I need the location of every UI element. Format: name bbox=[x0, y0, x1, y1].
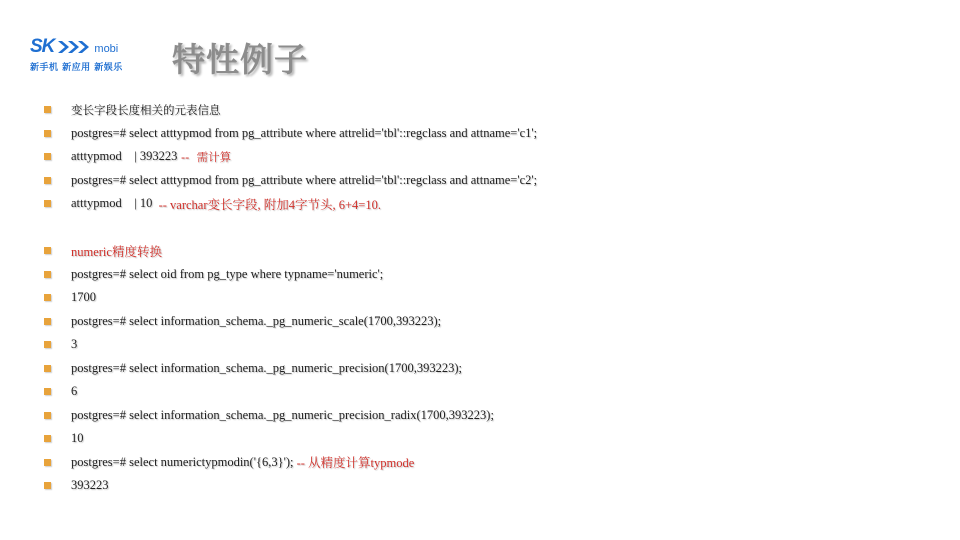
item-text: 393223 bbox=[71, 478, 109, 493]
bullet-icon bbox=[44, 341, 51, 348]
bullet-icon bbox=[44, 435, 51, 442]
logo-chevrons-icon bbox=[56, 40, 92, 54]
item-note: -- 从精度计算typmode bbox=[293, 456, 415, 471]
bullet-icon bbox=[44, 153, 51, 160]
bullet-icon bbox=[44, 365, 51, 372]
item-text: postgres=# select information_schema._pg_numeric_precision(1700,393223); bbox=[71, 360, 462, 375]
list-item bbox=[44, 169, 924, 193]
list-item bbox=[44, 122, 924, 146]
bullet-icon bbox=[44, 200, 51, 207]
item-text: 3 bbox=[71, 337, 78, 352]
item-text: numeric精度转换 bbox=[71, 244, 162, 259]
bullet-icon bbox=[44, 294, 51, 301]
list-item bbox=[44, 333, 924, 357]
item-text: postgres=# select numerictypmodin('{6,3}'); bbox=[71, 454, 294, 469]
item-text: postgres=# select oid from pg_type where typname='numeric'; bbox=[71, 266, 384, 281]
logo-brand-left: SK bbox=[30, 36, 55, 57]
item-text: 6 bbox=[71, 384, 78, 399]
bullet-icon bbox=[44, 130, 51, 137]
bullet-icon bbox=[44, 106, 51, 113]
item-text: 10 bbox=[71, 431, 84, 446]
bullet-icon bbox=[44, 177, 51, 184]
item-text: postgres=# select atttypmod from pg_attribute where attrelid='tbl'::regclass and attname='c1'; bbox=[71, 125, 538, 140]
logo-tagline: 新手机 新应用 新娱乐 bbox=[30, 63, 123, 73]
list-item bbox=[44, 263, 924, 287]
bullet-icon bbox=[44, 247, 51, 254]
item-text: atttypmod | 10 bbox=[71, 196, 153, 211]
list-item bbox=[44, 357, 924, 381]
slide-title: 特性例子 bbox=[172, 40, 308, 79]
logo-brand-right: mobi bbox=[94, 43, 119, 55]
bullet-icon bbox=[44, 318, 51, 325]
list-item bbox=[44, 239, 924, 263]
list-item bbox=[44, 286, 924, 310]
item-note: -- 需计算 bbox=[177, 149, 232, 164]
item-text: atttypmod | 393223 bbox=[71, 149, 178, 164]
spacer bbox=[44, 216, 924, 240]
list-item bbox=[44, 145, 924, 169]
bullet-icon bbox=[44, 412, 51, 419]
list-item bbox=[44, 380, 924, 404]
list-item bbox=[44, 474, 924, 498]
item-note: -- varchar变长字段, 附加4字节头, 6+4=10. bbox=[152, 197, 381, 212]
sk-mobi-logo bbox=[30, 36, 160, 76]
bullet-list bbox=[44, 98, 924, 498]
item-text: 1700 bbox=[71, 290, 96, 305]
list-item bbox=[44, 192, 924, 216]
list-item bbox=[44, 427, 924, 451]
list-item bbox=[44, 404, 924, 428]
bullet-icon bbox=[44, 459, 51, 466]
item-text: postgres=# select information_schema._pg_numeric_scale(1700,393223); bbox=[71, 313, 442, 328]
bullet-icon bbox=[44, 388, 51, 395]
list-item bbox=[44, 98, 924, 122]
list-item bbox=[44, 451, 924, 475]
item-text: 变长字段长度相关的元表信息 bbox=[71, 102, 221, 117]
bullet-icon bbox=[44, 482, 51, 489]
list-item bbox=[44, 310, 924, 334]
item-text: postgres=# select atttypmod from pg_attribute where attrelid='tbl'::regclass and attname='c2'; bbox=[71, 172, 538, 187]
bullet-icon bbox=[44, 271, 51, 278]
item-text: postgres=# select information_schema._pg_numeric_precision_radix(1700,393223); bbox=[71, 407, 494, 422]
